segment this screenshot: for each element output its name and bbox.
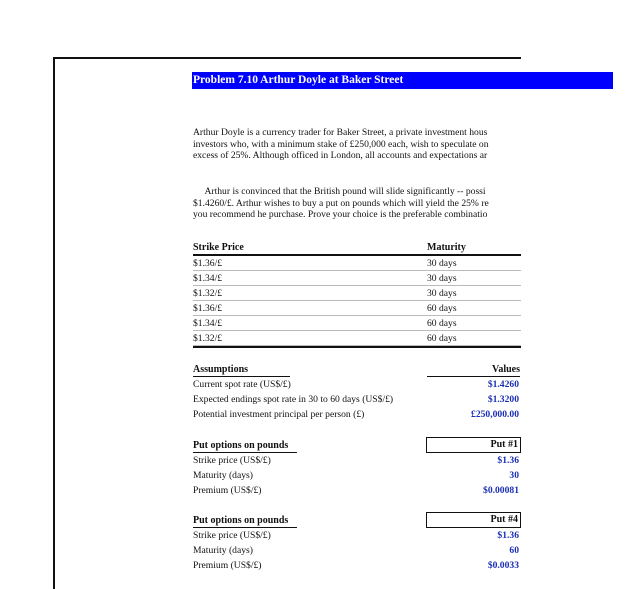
row-value: 60 [509, 545, 519, 556]
row-divider [193, 285, 521, 286]
maturity-cell: 60 days [427, 318, 457, 329]
row-label: Maturity (days) [193, 470, 253, 481]
row-value: $0.00081 [483, 485, 519, 496]
paragraph-line: you recommend he purchase. Prove your choice is the preferable combinatio [193, 209, 488, 221]
strike-price-cell: $1.34/£ [193, 273, 223, 284]
paragraph-line: investors who, with a minimum stake of £250,000 each, wish to speculate on [193, 138, 489, 150]
maturity-header: Maturity [427, 242, 466, 253]
maturity-cell: 30 days [427, 258, 457, 269]
row-value: 30 [509, 470, 519, 481]
table-header-rule [193, 254, 521, 256]
row-value: $1.36 [497, 530, 519, 541]
row-label: Expected endings spot rate in 30 to 60 days (US$/£) [193, 394, 394, 405]
row-value: $1.3200 [487, 394, 519, 405]
row-value: $1.4260 [487, 379, 519, 390]
paragraph-line: excess of 25%. Although officed in London, all accounts and expectations ar [193, 150, 488, 162]
row-divider [193, 315, 521, 316]
sheet-border-top [55, 57, 521, 59]
strike-price-cell: $1.36/£ [193, 303, 223, 314]
put1-section-header: Put options on pounds [193, 440, 289, 451]
paragraph-task [193, 186, 525, 221]
row-label: Premium (US$/£) [193, 485, 262, 496]
row-label: Premium (US$/£) [193, 560, 262, 571]
row-value: $1.36 [497, 455, 519, 466]
strike-price-cell: $1.36/£ [193, 258, 223, 269]
paragraph-line: Arthur Doyle is a currency trader for Baker Street, a private investment hous [193, 127, 488, 138]
put1-label: Put #1 [426, 437, 521, 453]
strike-price-header: Strike Price [193, 242, 244, 253]
row-label: Maturity (days) [193, 545, 253, 556]
maturity-cell: 60 days [427, 333, 457, 344]
problem-title: Problem 7.10 Arthur Doyle at Baker Street [192, 72, 613, 89]
row-divider [193, 300, 521, 301]
row-label: Strike price (US$/£) [193, 530, 271, 541]
row-label: Potential investment principal per person (£) [193, 409, 365, 420]
maturity-cell: 30 days [427, 288, 457, 299]
strike-price-cell: $1.34/£ [193, 318, 223, 329]
maturity-cell: 60 days [427, 303, 457, 314]
row-value: £250,000.00 [471, 409, 519, 420]
put4-label: Put #4 [426, 512, 521, 528]
row-divider [193, 270, 521, 271]
row-label: Current spot rate (US$/£) [193, 379, 291, 390]
row-divider [193, 330, 521, 331]
paragraph-line: $1.4260/£. Arthur wishes to buy a put on pounds which will yield the 25% re [193, 197, 489, 209]
paragraph-intro [193, 127, 525, 162]
put4-section-header: Put options on pounds [193, 515, 289, 526]
row-value: $0.0033 [487, 560, 519, 571]
table-bottom-rule [193, 346, 521, 348]
sheet-border-left [53, 57, 55, 589]
paragraph-line: Arthur is convinced that the British pound will slide significantly -- possi [193, 186, 486, 197]
assumptions-header: Assumptions [193, 364, 249, 375]
values-header: Values [492, 364, 520, 375]
strike-price-cell: $1.32/£ [193, 333, 223, 344]
strike-price-cell: $1.32/£ [193, 288, 223, 299]
maturity-cell: 30 days [427, 273, 457, 284]
row-label: Strike price (US$/£) [193, 455, 271, 466]
